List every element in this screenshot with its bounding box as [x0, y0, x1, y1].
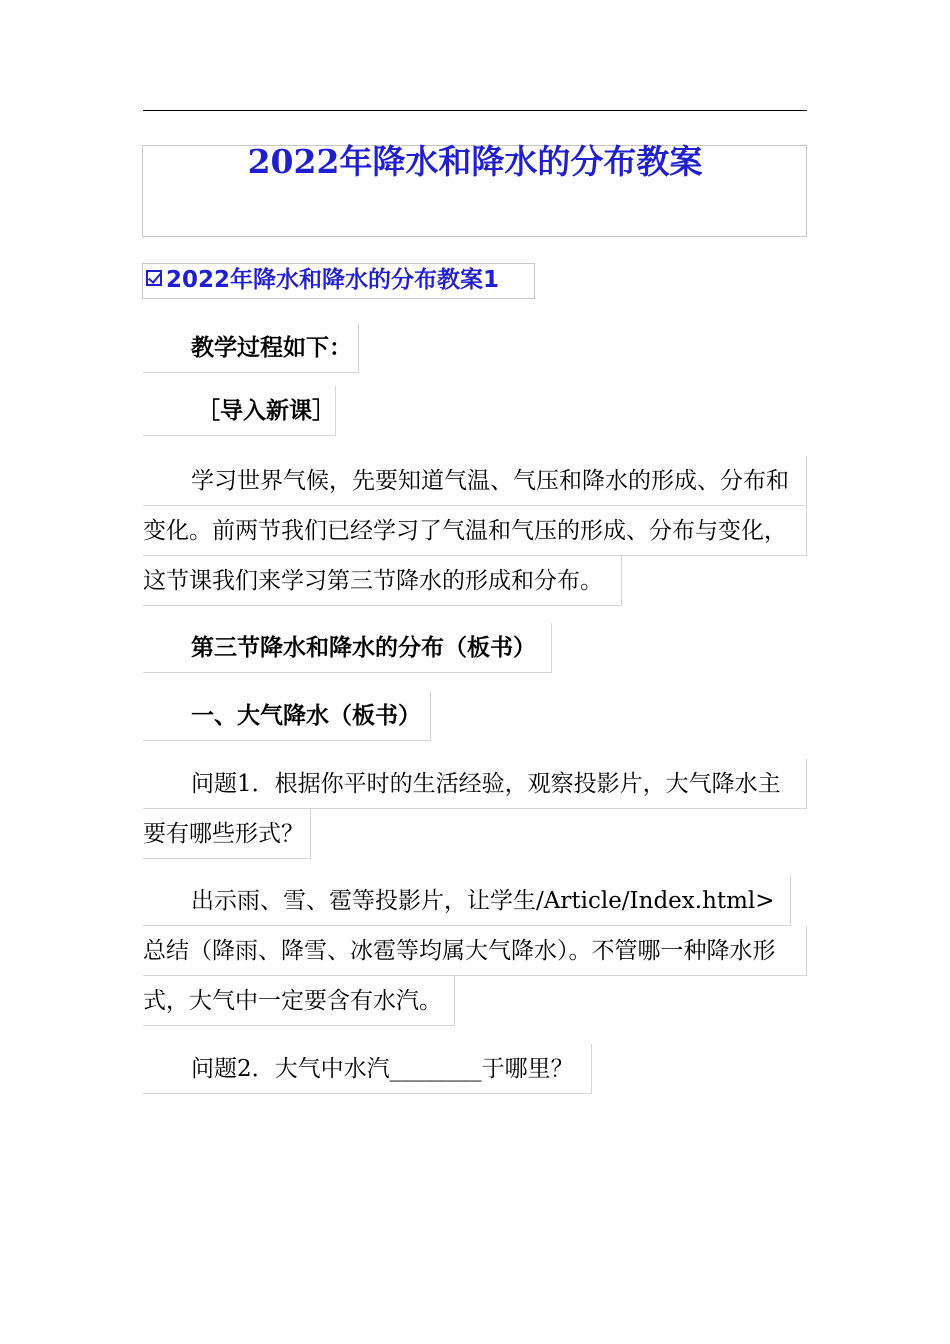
text-line: 问题2．大气中水汽________于哪里？ [143, 1044, 592, 1094]
header-rule [143, 110, 807, 111]
document-title: 2022年降水和降水的分布教案 [247, 142, 703, 181]
text-line: 第三节降水和降水的分布（板书） [143, 623, 552, 673]
paragraph-precipitation [143, 691, 431, 741]
text-line: 总结（降雨、降雪、冰雹等均属大气降水）。不管哪一种降水形 [143, 926, 807, 976]
paragraph-question2 [143, 1044, 592, 1094]
checkbox-icon [146, 270, 162, 286]
text-line: ［导入新课］ [143, 386, 336, 436]
paragraph-question1 [143, 759, 807, 859]
section-title: 2022年降水和降水的分布教案1 [166, 267, 500, 293]
paragraph-intro [143, 456, 807, 606]
paragraph-process [143, 323, 359, 373]
text-line: 要有哪些形式？ [143, 809, 311, 859]
paragraph-section3 [143, 623, 552, 673]
text-line: 问题1．根据你平时的生活经验，观察投影片，大气降水主 [143, 759, 807, 809]
text-line: 这节课我们来学习第三节降水的形成和分布。 [143, 556, 622, 606]
text-line: 变化。前两节我们已经学习了气温和气压的形成、分布与变化， [143, 506, 807, 556]
text-line: 式，大气中一定要含有水汽。 [143, 976, 455, 1026]
text-line: 出示雨、雪、雹等投影片，让学生/Article/Index.html> [143, 876, 791, 926]
text-line: 一、大气降水（板书） [143, 691, 431, 741]
paragraph-slides [143, 876, 807, 1026]
paragraph-intro-heading [143, 386, 336, 436]
text-line: 教学过程如下： [143, 323, 359, 373]
text-line: 学习世界气候，先要知道气温、气压和降水的形成、分布和 [143, 456, 807, 506]
